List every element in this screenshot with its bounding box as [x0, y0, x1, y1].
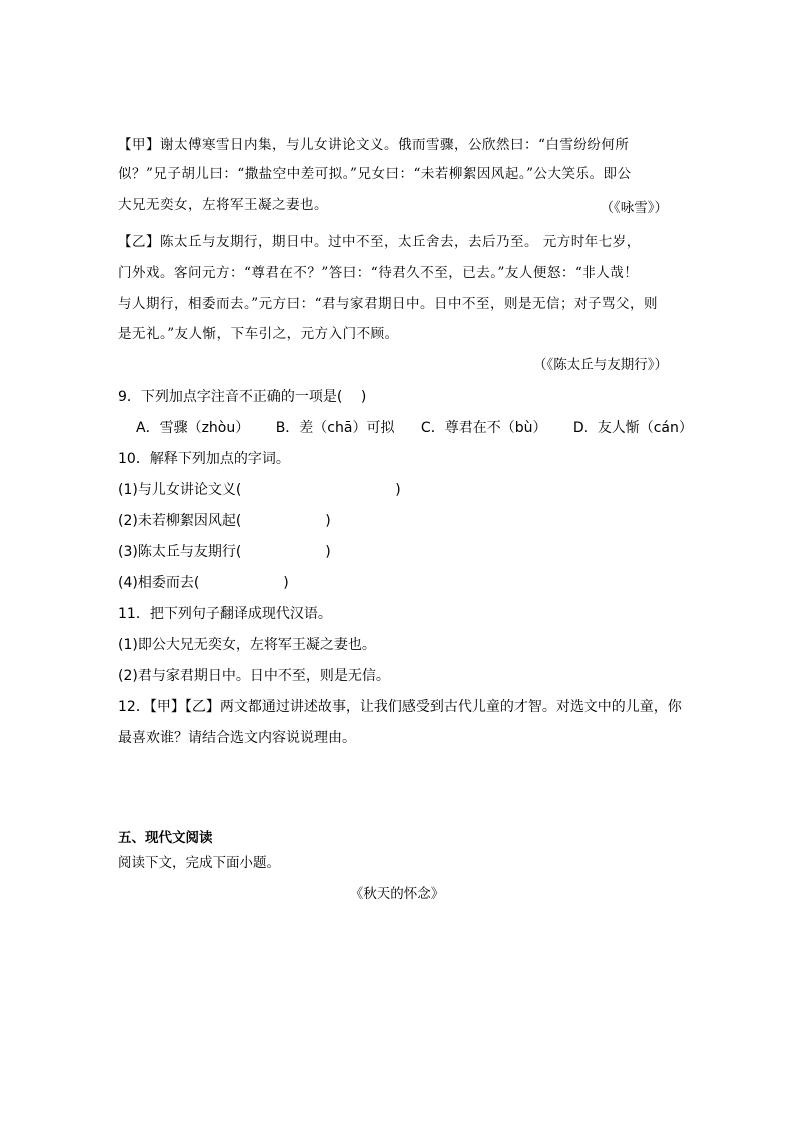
q10-item-4: (4)相委而去( )	[118, 575, 289, 591]
passage-yi-line-4: 是无礼。”友人惭，下车引之，元方入门不顾。	[118, 326, 399, 342]
passage-jia-line-1: 【甲】谢太傅寒雪日内集，与儿女讲论文义。俄而雪骤，公欣然曰：“白雪纷纷何所	[118, 137, 630, 153]
q10-item-3: (3)陈太丘与友期行( )	[118, 544, 331, 560]
section-5-heading: 五、现代文阅读	[118, 830, 213, 846]
q9-option-b[interactable]: B．差（chā）可拟	[275, 420, 395, 436]
q11-item-2: (2)君与家君期日中。日中不至，则是无信。	[118, 668, 390, 684]
passage-jia-line-3: 大兄无奕女，左将军王凝之妻也。	[118, 197, 328, 213]
passage-yi-source: （《陈太丘与友期行》）	[533, 357, 668, 373]
passage-yi-line-3: 与人期行，相委而去。”元方曰：“君与家君期日中。日中不至，则是无信；对子骂父，则	[118, 296, 659, 312]
q10-item-2: (2)未若柳絮因风起( )	[118, 513, 331, 529]
q10-stem: 10．解释下列加点的字词。	[118, 451, 290, 467]
passage-yi-line-1: 【乙】陈太丘与友期行，期日中。过中不至，太丘舍去，去后乃至。 元方时年七岁，	[118, 234, 641, 250]
passage-jia-line-2: 似？”兄子胡儿曰：“撒盐空中差可拟。”兄女曰：“未若柳絮因风起。”公大笑乐。即公	[118, 166, 632, 182]
q9-option-c[interactable]: C．尊君在不（bù）	[420, 420, 547, 436]
passage-jia-source: （《咏雪》）	[600, 200, 668, 216]
q9-option-a[interactable]: A．雪骤（zhòu）	[136, 420, 250, 436]
q9-options	[136, 417, 715, 437]
q9-stem: 9．下列加点字注音不正确的一项是( )	[118, 389, 367, 405]
q11-stem: 11．把下列句子翻译成现代汉语。	[118, 606, 332, 622]
q11-item-1: (1)即公大兄无奕女，左将军王凝之妻也。	[118, 637, 376, 653]
q9-option-d[interactable]: D．友人惭（cán）	[572, 420, 693, 436]
q10-item-1: (1)与儿女讲论文义( )	[118, 482, 401, 498]
reading-title: 《秋天的怀念》	[349, 886, 445, 902]
section-5-instruction: 阅读下文，完成下面小题。	[118, 855, 280, 871]
q12-line-2: 最喜欢谁？请结合选文内容说说理由。	[118, 730, 356, 746]
q12-line-1: 12．【甲】【乙】两文都通过讲述故事，让我们感受到古代儿童的才智。对选文中的儿童，你	[118, 699, 682, 715]
passage-yi-line-2: 门外戏。客问元方：“尊君在不？”答曰：“待君久不至，已去。”友人便怒：“非人哉！	[118, 265, 639, 281]
